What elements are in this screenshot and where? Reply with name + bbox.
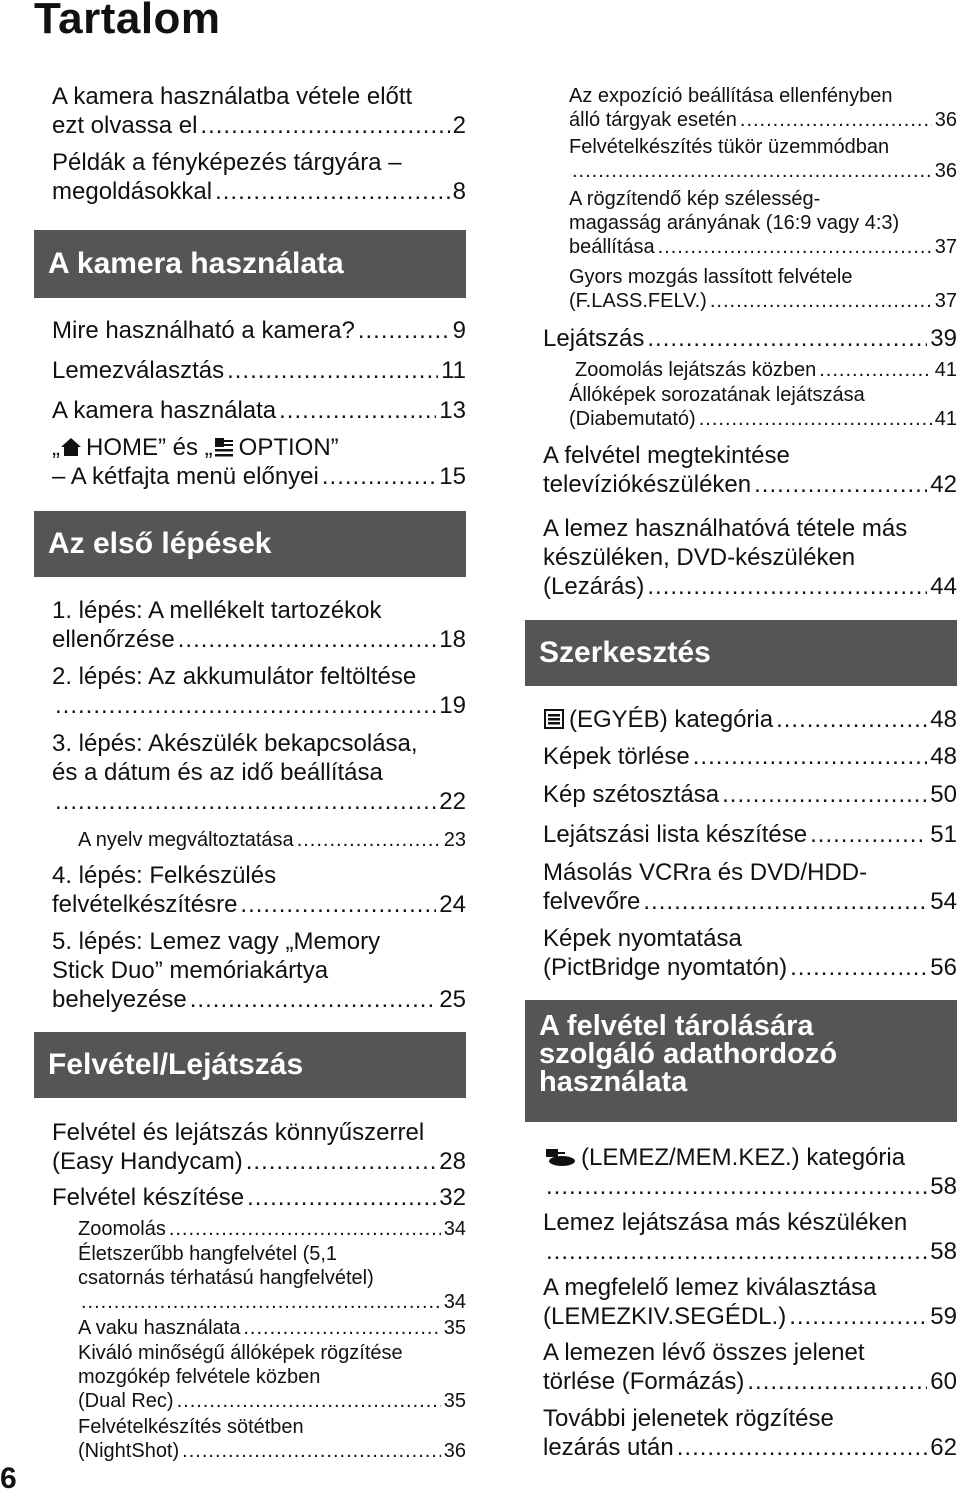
dot-leader [699,407,932,431]
toc-page-number: 56 [930,954,957,981]
dot-leader [647,572,927,601]
toc-entry[interactable] [78,828,466,852]
toc-page-number: 39 [930,325,957,352]
dot-leader [754,470,927,499]
toc-entry[interactable] [543,324,957,353]
toc-entry-title: (Lezárás) [543,573,645,600]
toc-entry-title: felvételkészítésre [52,891,238,918]
toc-entry-title: (LEMEZKIV.SEGÉDL.) [543,1303,787,1330]
toc-entry-title: A lemez használhatóvá tétele más [543,515,908,542]
toc-entry-title: Életszerűbb hangfelvétel (5,1 [78,1243,338,1265]
dot-leader [81,1290,441,1314]
toc-entry[interactable] [52,1118,466,1176]
section-header: A felvétel tárolására szolgáló adathordozó használata [525,1000,957,1122]
toc-page-number: 42 [930,471,957,498]
toc-entry[interactable] [52,356,466,385]
toc-entry-title: Példák a fényképezés tárgyára – [52,149,402,176]
toc-entry-title: magasság arányának (16:9 vagy 4:3) [569,212,900,234]
toc-entry-title: televíziókészüléken [543,471,752,498]
toc-page-number: 8 [452,178,466,205]
toc-entry-title: A rögzítendő kép szélesség- [569,188,821,210]
toc-entry-title: A lemezen lévő összes jelenet [543,1339,865,1366]
toc-entry-title: mozgókép felvétele közben [78,1366,321,1388]
toc-page-number: 9 [452,317,466,344]
dot-leader [647,324,927,353]
toc-entry[interactable] [543,1208,957,1266]
toc-page-number: 36 [443,1440,466,1462]
toc-entry[interactable] [569,265,957,313]
toc-entry-title: beállítása [569,236,655,258]
toc-entry-title: 1. lépés: A mellékelt tartozékok [52,597,382,624]
toc-entry-title: Felvétel és lejátszás könnyűszerrel [52,1119,425,1146]
toc-entry[interactable] [78,1415,466,1463]
toc-entry-title: készüléken, DVD-készüléken [543,544,856,571]
toc-entry-title: megoldásokkal [52,178,213,205]
toc-page-number: 2 [452,112,466,139]
toc-entry[interactable] [543,742,957,771]
dot-leader [178,625,437,654]
toc-entry-title: Mire használható a kamera? [52,317,355,344]
dot-leader [247,1183,436,1212]
toc-page-number: 48 [930,706,957,733]
dot-leader [677,1433,928,1462]
toc-page-number: 32 [439,1184,466,1211]
toc-entry[interactable] [52,861,466,919]
toc-entry[interactable] [569,135,957,183]
toc-entry[interactable] [575,358,957,382]
dot-leader [643,887,927,916]
toc-entry-title: További jelenetek rögzítése [543,1405,834,1432]
dot-leader [215,177,450,206]
toc-entry[interactable] [543,820,957,849]
toc-entry-title: 5. lépés: Lemez vagy „Memory [52,928,381,955]
toc-entry-title: (NightShot) [78,1440,180,1462]
dot-leader [747,1367,927,1396]
toc-entry-title: és a dátum és az idő beállítása [52,759,383,786]
toc-entry[interactable] [52,927,466,1014]
toc-entry-title: (Dual Rec) [78,1390,174,1412]
toc-page-number: 24 [439,891,466,918]
dot-leader [789,1302,927,1331]
toc-entry[interactable] [543,1143,957,1201]
toc-entry-title: Gyors mozgás lassított felvétele [569,266,853,288]
dot-leader [776,705,927,734]
toc-entry[interactable] [52,662,466,720]
toc-entry-title: Képek nyomtatása [543,925,742,952]
toc-entry-title: lezárás után [543,1434,674,1461]
toc-entry-title: ezt olvassa el [52,112,198,139]
toc-entry-title: (Easy Handycam) [52,1148,243,1175]
dot-leader [297,828,441,852]
toc-entry-title: (F.LASS.FELV.) [569,290,707,312]
toc-page-number: 41 [934,408,957,430]
dot-leader [55,787,436,816]
dot-leader [710,289,932,313]
toc-page-number: 35 [443,1317,466,1339]
dot-leader [693,742,928,771]
page-title: Tartalom [34,0,221,43]
toc-entry[interactable] [543,514,957,601]
dot-leader [546,1237,927,1266]
dot-leader [240,890,436,919]
toc-entry[interactable] [52,596,466,654]
toc-entry[interactable] [52,148,466,206]
toc-entry-title: Felvételkészítés sötétben [78,1416,304,1438]
toc-page-number: 13 [439,397,466,424]
toc-page-number: 37 [934,236,957,258]
toc-page-number: 60 [930,1368,957,1395]
toc-entry[interactable] [543,1338,957,1396]
dot-leader [279,396,436,425]
toc-page-number: 62 [930,1434,957,1461]
toc-entry-title: csatornás térhatású hangfelvétel) [78,1267,374,1289]
toc-entry-title: A felvétel megtekintése [543,442,790,469]
toc-entry-title: (EGYÉB) kategória [543,705,773,734]
toc-entry-title: A kamera használata [52,397,277,424]
toc-entry[interactable] [569,187,957,259]
toc-entry-title: 2. lépés: Az akkumulátor feltöltése [52,663,417,690]
dot-leader [790,953,927,982]
toc-page-number: 59 [930,1303,957,1330]
toc-entry-title: „ HOME” és „ OPTION” [52,434,339,461]
dot-leader [246,1147,437,1176]
toc-entry[interactable] [78,1242,466,1314]
toc-entry-title: Kiváló minőségű állóképek rögzítése [78,1342,403,1364]
toc-entry-title: ellenőrzése [52,626,175,653]
toc-page-number: 44 [930,573,957,600]
disc-manage-icon [543,1146,577,1168]
toc-page-number: 19 [439,692,466,719]
dot-leader [200,111,449,140]
toc-entry[interactable] [543,1404,957,1462]
dot-leader [810,820,927,849]
section-header: Szerkesztés [525,620,957,686]
dot-leader [55,691,436,720]
toc-entry-title: Zoomolás lejátszás közben [575,359,817,381]
toc-entry-title: Zoomolás [78,1218,166,1240]
toc-entry-title: Stick Duo” memóriakártya [52,957,329,984]
toc-entry[interactable] [52,1183,466,1212]
toc-entry[interactable] [543,441,957,499]
toc-page-number: 23 [443,829,466,851]
toc-entry[interactable] [78,1341,466,1413]
toc-entry-title: Képek törlése [543,743,690,770]
toc-entry-title: A kamera használatba vétele előtt [52,83,413,110]
toc-entry-title: A nyelv megváltoztatása [78,829,294,851]
toc-entry-title: Lemez lejátszása más készüléken [543,1209,908,1236]
toc-entry-title: törlése (Formázás) [543,1368,745,1395]
toc-entry-title: (Diabemutató) [569,408,696,430]
toc-page-number: 48 [930,743,957,770]
dot-leader [658,235,932,259]
other-category-icon [543,708,565,730]
toc-entry[interactable] [52,729,466,816]
dot-leader [190,985,437,1014]
toc-entry[interactable] [569,84,957,132]
toc-entry[interactable] [52,396,466,425]
page-number: 6 [0,1462,17,1495]
dot-leader [182,1439,441,1463]
dot-leader [740,108,932,132]
toc-entry[interactable] [543,1273,957,1331]
toc-page-number: 22 [439,788,466,815]
toc-entry-title: (PictBridge nyomtatón) [543,954,788,981]
toc-entry[interactable] [52,433,466,491]
toc-page-number: 11 [441,357,466,384]
toc-entry[interactable] [52,82,466,140]
toc-entry[interactable] [543,924,957,982]
toc-entry-title: Lemezválasztás [52,357,225,384]
toc-entry-title: 4. lépés: Felkészülés [52,862,277,889]
toc-page-number: 50 [930,781,957,808]
toc-entry-title: Felvételkészítés tükör üzemmódban [569,136,890,158]
toc-page-number: 28 [439,1148,466,1175]
dot-leader [819,358,932,382]
toc-entry-title: Lejátszás [543,325,645,352]
toc-entry[interactable] [52,316,466,345]
toc-entry[interactable] [543,780,957,809]
section-header: Az első lépések [34,511,466,577]
toc-entry-title: A megfelelő lemez kiválasztása [543,1274,877,1301]
dot-leader [177,1389,441,1413]
toc-entry-title: A vaku használata [78,1317,241,1339]
toc-entry[interactable] [78,1316,466,1340]
option-icon [213,436,235,458]
home-icon [60,436,82,458]
toc-page-number: 51 [930,821,957,848]
toc-entry-title: felvevőre [543,888,641,915]
toc-entry-title: álló tárgyak esetén [569,109,737,131]
toc-page-number: 54 [930,888,957,915]
toc-entry-title: Másolás VCRra és DVD/HDD- [543,859,868,886]
toc-entry-title: Az expozíció beállítása ellenfényben [569,85,893,107]
toc-entry-title: (LEMEZ/MEM.KEZ.) kategória [543,1143,905,1172]
dot-leader [358,316,450,345]
toc-page-number: 34 [443,1218,466,1240]
toc-entry-title: Állóképek sorozatának lejátszása [569,384,865,406]
toc-page-number: 37 [934,290,957,312]
dot-leader [322,462,436,491]
toc-entry-title: Lejátszási lista készítése [543,821,808,848]
toc-entry[interactable] [543,705,957,734]
toc-entry[interactable] [569,383,957,431]
dot-leader [169,1217,441,1241]
toc-page-number: 18 [439,626,466,653]
toc-page-number: 58 [930,1173,957,1200]
dot-leader [227,356,438,385]
toc-page-number: 25 [439,986,466,1013]
section-header: Felvétel/Lejátszás [34,1032,466,1098]
toc-page-number: 15 [439,463,466,490]
toc-entry-title: 3. lépés: Akészülék bekapcsolása, [52,730,418,757]
dot-leader [546,1172,927,1201]
dot-leader [572,159,932,183]
toc-page-number: 36 [934,109,957,131]
toc-page-number: 41 [934,359,957,381]
dot-leader [243,1316,440,1340]
toc-entry-title: – A kétfajta menü előnyei [52,463,319,490]
toc-entry-title: behelyezése [52,986,187,1013]
toc-page-number: 35 [443,1390,466,1412]
dot-leader [722,780,927,809]
toc-entry[interactable] [543,858,957,916]
toc-page-number: 36 [934,160,957,182]
toc-page-number: 34 [443,1291,466,1313]
toc-entry-title: Felvétel készítése [52,1184,245,1211]
toc-entry[interactable] [78,1217,466,1241]
toc-entry-title: Kép szétosztása [543,781,720,808]
toc-page-number: 58 [930,1238,957,1265]
section-header: A kamera használata [34,230,466,298]
